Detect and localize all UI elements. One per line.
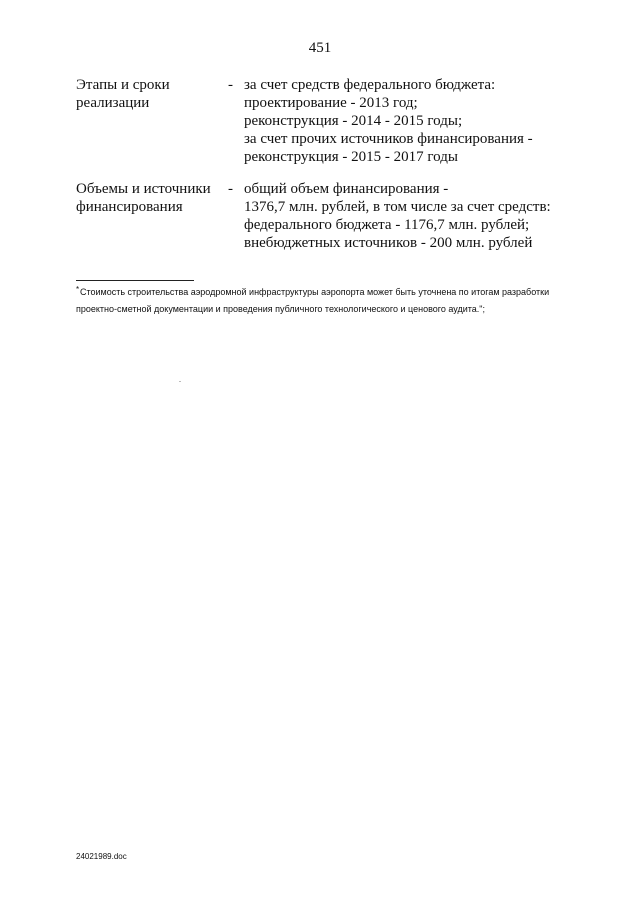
- value-line: реконструкция - 2014 - 2015 годы;: [244, 113, 463, 129]
- value-line: общий объем финансирования -: [244, 181, 449, 197]
- value-line: 1376,7 млн. рублей, в том числе за счет средств:: [244, 199, 551, 215]
- document-id: 24021989.doc: [76, 852, 127, 861]
- value-line: за счет средств федерального бюджета:: [244, 77, 496, 93]
- footnote: [76, 284, 576, 318]
- value-line: за счет прочих источников финансирования -: [244, 131, 533, 147]
- scan-speck: [179, 381, 181, 382]
- footnote-divider: [76, 280, 194, 281]
- footnote-mark: *: [76, 285, 80, 294]
- page-number: 451: [308, 40, 332, 56]
- value-line: проектирование - 2013 год;: [244, 95, 418, 111]
- row-value: [244, 180, 584, 252]
- footnote-text: Стоимость строительства аэродромной инфраструктуры аэропорта может быть уточнена по итогам разработки проектно-сметной документации и проведения публичного технологического и ценового аудита.";: [76, 287, 550, 314]
- value-line: внебюджетных источников - 200 млн. рублей: [244, 235, 533, 251]
- value-line: федерального бюджета - 1176,7 млн. рублей;: [244, 217, 530, 233]
- row-value: [244, 76, 584, 166]
- row-label: Этапы и сроки реализации: [76, 77, 170, 111]
- value-line: реконструкция - 2015 - 2017 годы: [244, 149, 458, 165]
- row-label: Объемы и источники финансирования: [76, 181, 211, 215]
- row-dash: -: [228, 181, 233, 197]
- row-dash: -: [228, 77, 233, 93]
